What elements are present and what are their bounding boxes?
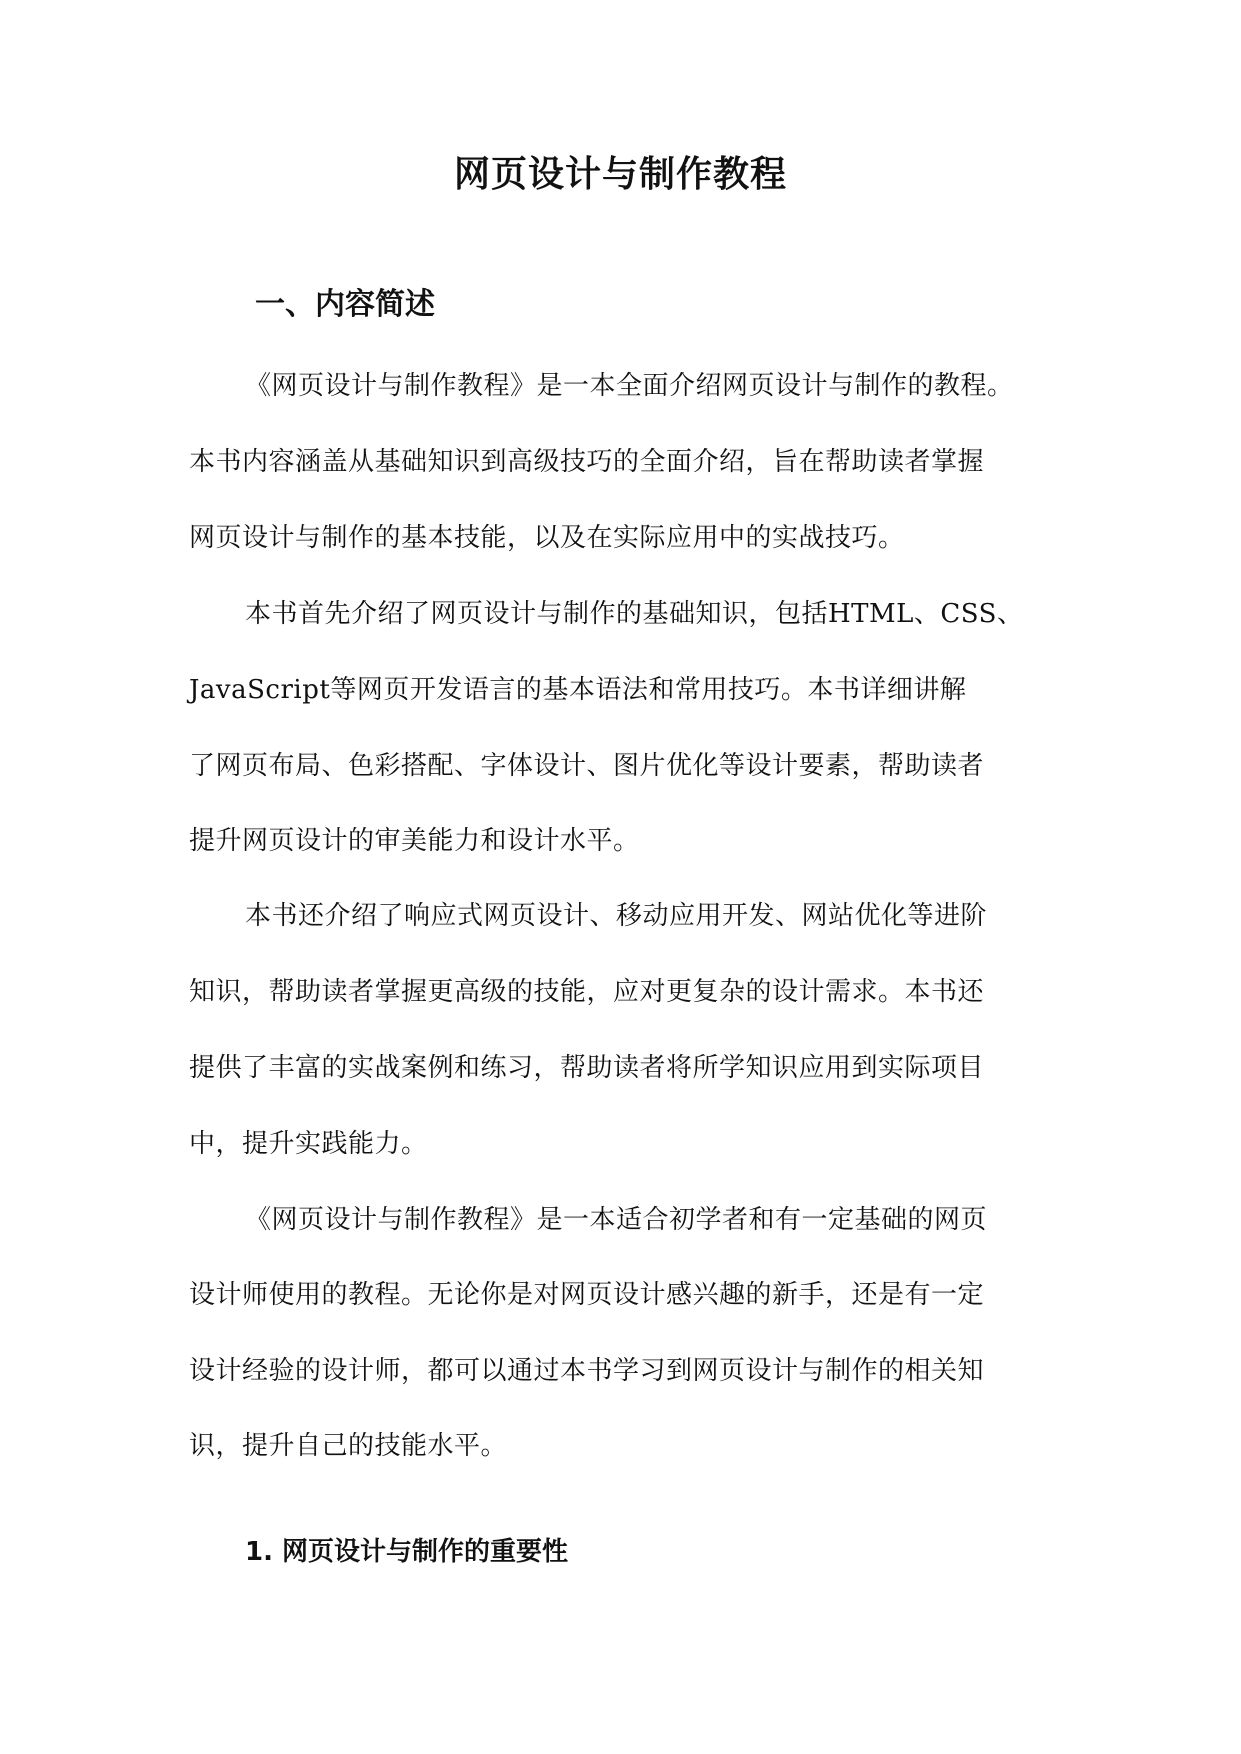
- paragraph-line: 知识，帮助读者掌握更高级的技能，应对更复杂的设计需求。本书还: [189, 977, 985, 1007]
- paragraph-line: 本书还介绍了响应式网页设计、移动应用开发、网站优化等进阶: [245, 901, 988, 931]
- paragraph-line: 《网页设计与制作教程》是一本适合初学者和有一定基础的网页: [245, 1205, 988, 1235]
- paragraph-line: 网页设计与制作的基本技能，以及在实际应用中的实战技巧。: [189, 523, 905, 553]
- section-heading: 一、内容简述: [255, 287, 435, 322]
- paragraph-line: 设计经验的设计师，都可以通过本书学习到网页设计与制作的相关知: [189, 1356, 985, 1386]
- subsection-heading: 1. 网页设计与制作的重要性: [245, 1537, 569, 1567]
- paragraph-line: JavaScript等网页开发语言的基本语法和常用技巧。本书详细讲解: [189, 675, 967, 705]
- paragraph-line: 识，提升自己的技能水平。: [189, 1431, 508, 1461]
- document-title: 网页设计与制作教程: [453, 154, 787, 195]
- paragraph-line: 提升网页设计的审美能力和设计水平。: [189, 826, 640, 856]
- paragraph-line: 《网页设计与制作教程》是一本全面介绍网页设计与制作的教程。: [245, 371, 1014, 401]
- paragraph-line: 本书内容涵盖从基础知识到高级技巧的全面介绍，旨在帮助读者掌握: [189, 447, 985, 477]
- paragraph-line: 中，提升实践能力。: [189, 1129, 428, 1159]
- paragraph-line: 提供了丰富的实战案例和练习，帮助读者将所学知识应用到实际项目: [189, 1053, 985, 1083]
- paragraph-line: 了网页布局、色彩搭配、字体设计、图片优化等设计要素，帮助读者: [189, 751, 985, 781]
- paragraph-line: 设计师使用的教程。无论你是对网页设计感兴趣的新手，还是有一定: [189, 1280, 985, 1310]
- paragraph-line: 本书首先介绍了网页设计与制作的基础知识，包括HTML、CSS、: [245, 599, 1024, 629]
